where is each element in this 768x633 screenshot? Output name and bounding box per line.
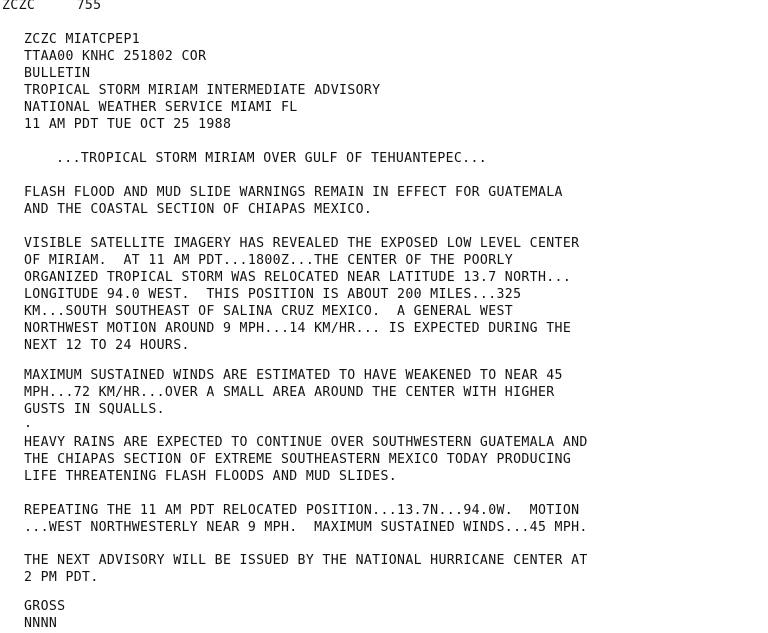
paragraph-line: NEXT 12 TO 24 HOURS. [24,338,190,353]
zczc-top-line: ZCZC 755 [2,0,102,13]
paragraph-line: REPEATING THE 11 AM PDT RELOCATED POSITION...13.7N...94.0W. MOTION [24,503,580,518]
paragraph-line: THE CHIAPAS SECTION OF EXTREME SOUTHEASTERN MEXICO TODAY PRODUCING [24,452,572,467]
paragraph-line: MAXIMUM SUSTAINED WINDS ARE ESTIMATED TO HAVE WEAKENED TO NEAR 45 [24,368,563,383]
paragraph-line: ORGANIZED TROPICAL STORM WAS RELOCATED NEAR LATITUDE 13.7 NORTH... [24,270,572,285]
paragraph-line: AND THE COASTAL SECTION OF CHIAPAS MEXICO. [24,202,373,217]
paragraph-line: LONGITUDE 94.0 WEST. THIS POSITION IS ABOUT 200 MILES...325 [24,287,522,302]
advisory-title: TROPICAL STORM MIRIAM INTERMEDIATE ADVISORY [24,83,381,98]
paragraph-line: THE NEXT ADVISORY WILL BE ISSUED BY THE NATIONAL HURRICANE CENTER AT [24,553,588,568]
paragraph-line: NORTHWEST MOTION AROUND 9 MPH...14 KM/HR... IS EXPECTED DURING THE [24,321,572,336]
paragraph-line: KM...SOUTH SOUTHEAST OF SALINA CRUZ MEXICO. A GENERAL WEST [24,304,514,319]
stray-period: . [24,416,33,431]
paragraph-line: FLASH FLOOD AND MUD SLIDE WARNINGS REMAIN IN EFFECT FOR GUATEMALA [24,185,563,200]
paragraph-line: HEAVY RAINS ARE EXPECTED TO CONTINUE OVER SOUTHWESTERN GUATEMALA AND [24,435,588,450]
header-line: BULLETIN [24,66,91,81]
issue-time: 11 AM PDT TUE OCT 25 1988 [24,117,232,132]
paragraph-line: LIFE THREATENING FLASH FLOODS AND MUD SLIDES. [24,469,398,484]
issuing-office: NATIONAL WEATHER SERVICE MIAMI FL [24,100,298,115]
end-marker: NNNN [24,616,58,631]
header-line: ZCZC MIATCPEP1 [24,32,141,47]
paragraph-line: VISIBLE SATELLITE IMAGERY HAS REVEALED THE EXPOSED LOW LEVEL CENTER [24,236,580,251]
paragraph-line: OF MIRIAM. AT 11 AM PDT...1800Z...THE CENTER OF THE POORLY [24,253,514,268]
paragraph-line: ...WEST NORTHWESTERLY NEAR 9 MPH. MAXIMUM SUSTAINED WINDS...45 MPH. [24,520,588,535]
paragraph-line: GUSTS IN SQUALLS. [24,402,165,417]
paragraph-line: MPH...72 KM/HR...OVER A SMALL AREA AROUND THE CENTER WITH HIGHER [24,385,555,400]
headline: ...TROPICAL STORM MIRIAM OVER GULF OF TEHUANTEPEC... [56,151,488,166]
header-line: TTAA00 KNHC 251802 COR [24,49,207,64]
paragraph-line: 2 PM PDT. [24,570,99,585]
forecaster-signature: GROSS [24,599,66,614]
